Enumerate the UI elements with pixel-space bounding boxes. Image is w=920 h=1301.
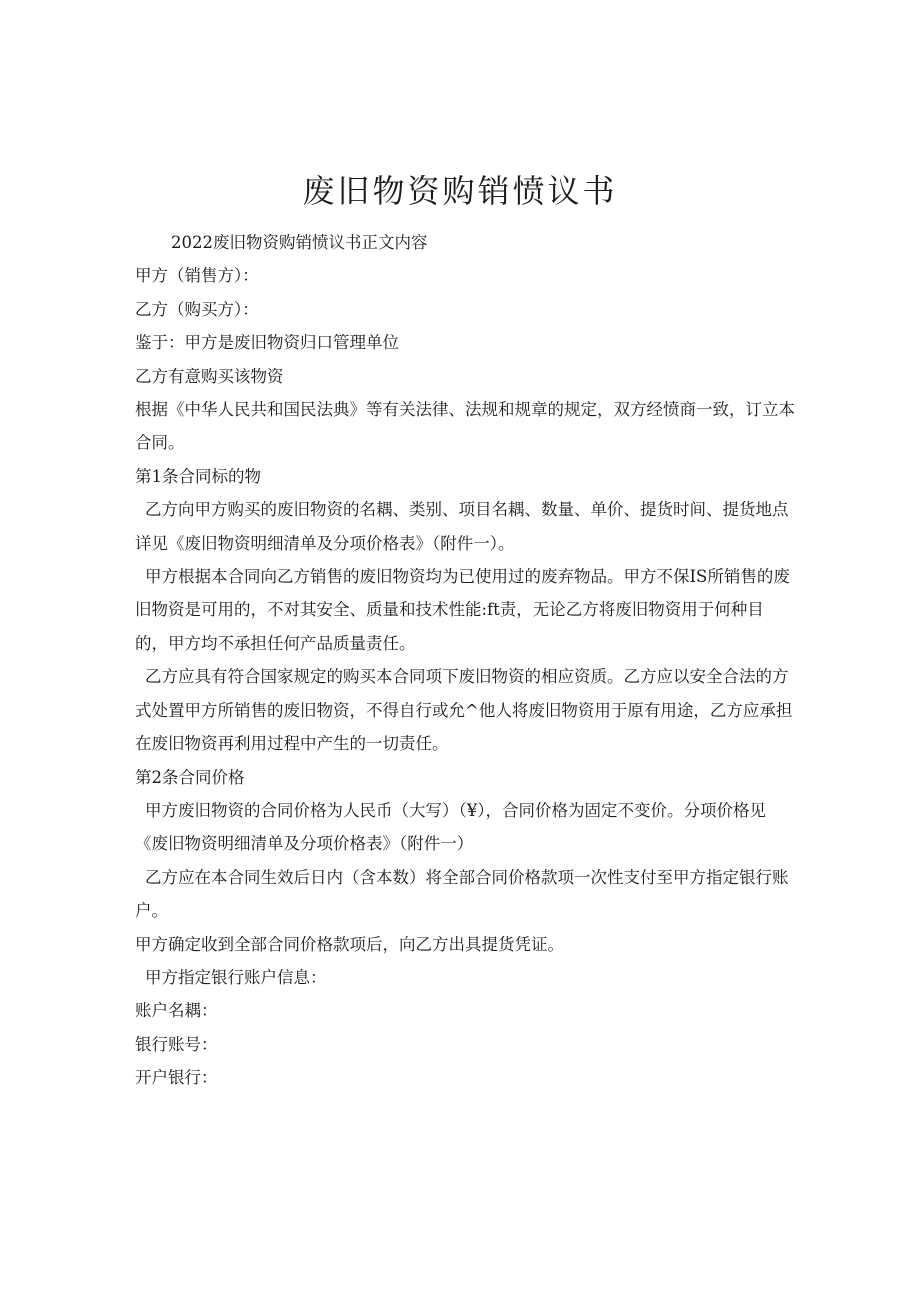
article-2-paragraph-1: 甲方废旧物资的合同价格为人民币（大写）（¥），合同价格为固定不变价。分项价格见《废旧物资明细清单及分项价格表》（附件一）	[135, 800, 766, 854]
legal-basis-paragraph: 根据《中华人民共和国民法典》等有关法律、法规和规章的规定，双方经愤商一致，订立本合同。	[135, 400, 795, 453]
article-1-paragraph-2: 甲方根据本合同向乙方销售的废旧物资均为已使用过的废弃物品。甲方不保IS所销售的废旧物资是可用的，不对其安全、质量和技术性能:ft责，无论乙方将废旧物资用于何种目的，甲方均不承担任何产品质量责任。	[135, 567, 790, 653]
account-name-line: 账户名耦：	[135, 1001, 218, 1021]
bank-name-line: 开户银行：	[135, 1068, 218, 1088]
whereas-line: 鉴于：甲方是废旧物资归口管理单位	[135, 333, 399, 353]
article-1-paragraph-3: 乙方应具有符合国家规定的购买本合同项下废旧物资的相应资质。乙方应以安全合法的方式处置甲方所销售的废旧物资，不得自行或允^他人将废旧物资用于原有用途，乙方应承担在废旧物资再利用过程中产生的一切责任。	[135, 667, 793, 754]
account-number-line: 银行账号：	[135, 1034, 218, 1054]
document-body	[135, 226, 795, 1095]
article-2-paragraph-2: 乙方应在本合同生效后日内（含本数）将全部合同价格款项一次性支付至甲方指定银行账户。	[135, 867, 789, 921]
article-2-paragraph-3: 甲方确定收到全部合同价格款项后，向乙方出具提货凭证。	[135, 934, 564, 954]
document-title: 废旧物资购销愤议书	[302, 172, 618, 211]
intent-line: 乙方有意购买该物资	[135, 366, 284, 386]
article-2-heading: 第2条合同价格	[135, 767, 245, 787]
party-b-line: 乙方（购买方）：	[135, 299, 259, 319]
party-a-line: 甲方（销售方）：	[135, 266, 259, 286]
article-1-paragraph-1: 乙方向甲方购买的废旧物资的名耦、类别、项目名耦、数量、单价、提货时间、提货地点详见《废旧物资明细清单及分项价格表》（附件一）。	[135, 500, 789, 553]
subtitle-paragraph: 2022废旧物资购销愤议书正文内容	[171, 233, 428, 252]
bank-info-heading: 甲方指定银行账户信息：	[145, 967, 327, 987]
article-1-heading: 第1条合同标的物	[135, 466, 261, 486]
